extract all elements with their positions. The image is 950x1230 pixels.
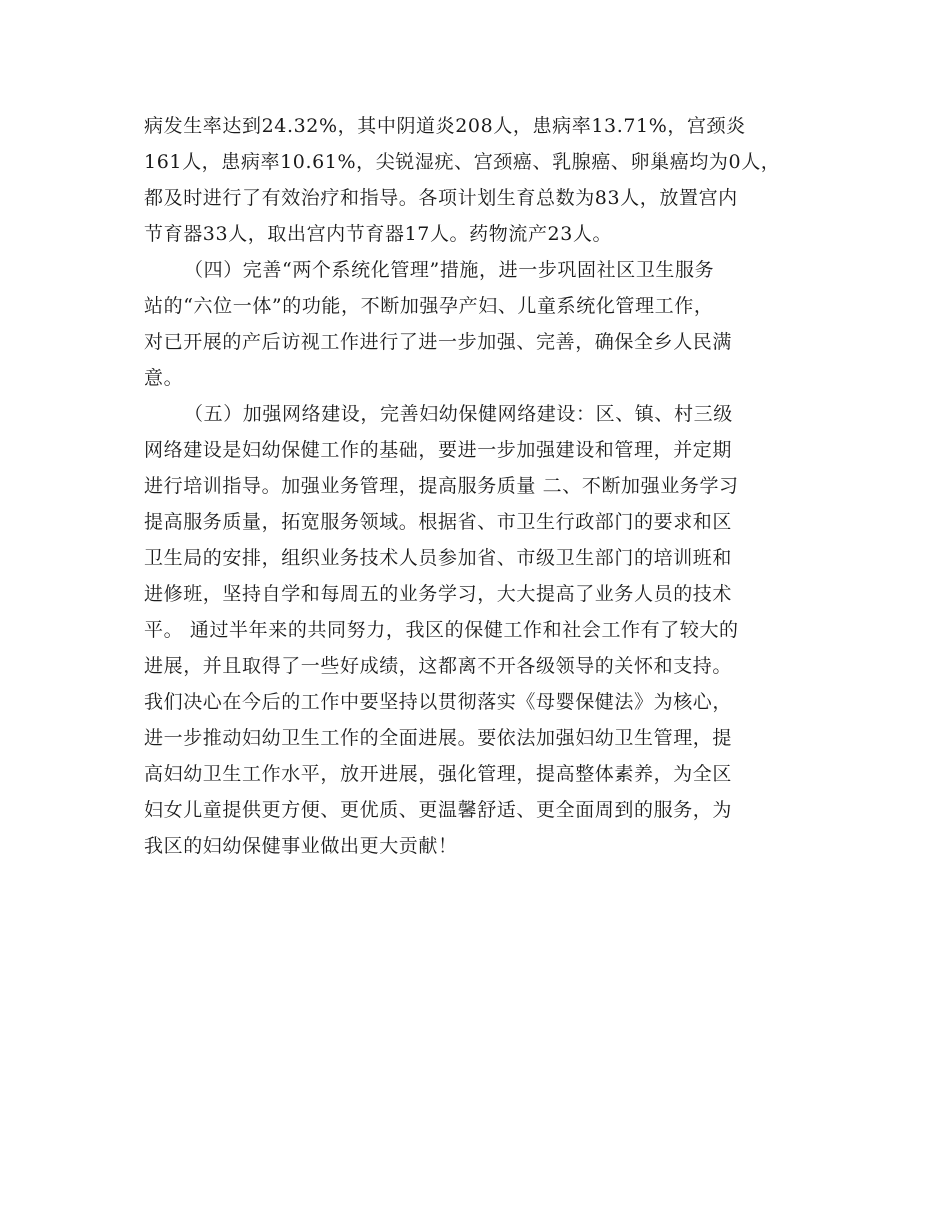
text-line: 高妇幼卫生工作水平，放开进展，强化管理，提高整体素养，为全区	[144, 763, 733, 785]
text-line: 进一步推动妇幼卫生工作的全面进展。要依法加强妇幼卫生管理，提	[144, 727, 733, 749]
text-line: （四）完善“两个系统化管理”措施，进一步巩固社区卫生服务	[184, 259, 715, 281]
text-line: 节育器33人，取出宫内节育器17人。药物流产23人。	[144, 223, 613, 245]
text-line: 网络建设是妇幼保健工作的基础，要进一步加强建设和管理，并定期	[144, 439, 733, 461]
text-line: 我区的妇幼保健事业做出更大贡献！	[144, 835, 458, 857]
text-line: 我们决心在今后的工作中要坚持以贯彻落实《母婴保健法》为核心，	[144, 691, 733, 713]
text-line: 站的“六位一体”的功能，不断加强孕产妇、儿童系统化管理工作，	[144, 295, 714, 317]
text-line: 都及时进行了有效治疗和指导。各项计划生育总数为83人，放置宫内	[144, 187, 738, 209]
text-line: 161人，患病率10.61%，尖锐湿疣、宫颈癌、乳腺癌、卵巢癌均为0人，	[144, 151, 781, 173]
text-line: 妇女儿童提供更方便、更优质、更温馨舒适、更全面周到的服务，为	[144, 799, 733, 821]
paragraph-continuation	[144, 108, 824, 252]
document-body	[144, 108, 824, 864]
paragraph-section-four	[144, 252, 824, 396]
text-line: 进行培训指导。加强业务管理，提高服务质量 二、不断加强业务学习	[144, 475, 739, 497]
text-line: 病发生率达到24.32%，其中阴道炎208人，患病率13.71%，宫颈炎	[144, 115, 746, 137]
text-line: 卫生局的安排，组织业务技术人员参加省、市级卫生部门的培训班和	[144, 547, 733, 569]
text-line: 对已开展的产后访视工作进行了进一步加强、完善，确保全乡人民满	[144, 331, 733, 353]
paragraph-section-five	[144, 396, 824, 864]
text-line: 进修班，坚持自学和每周五的业务学习，大大提高了业务人员的技术	[144, 583, 733, 605]
text-line: （五）加强网络建设，完善妇幼保健网络建设：区、镇、村三级	[184, 403, 733, 425]
text-line: 平。 通过半年来的共同努力，我区的保健工作和社会工作有了较大的	[144, 619, 739, 641]
text-line: 提高服务质量，拓宽服务领域。根据省、市卫生行政部门的要求和区	[144, 511, 733, 533]
text-line: 意。	[144, 367, 184, 389]
text-line: 进展，并且取得了一些好成绩，这都离不开各级领导的关怀和支持。	[144, 655, 733, 677]
